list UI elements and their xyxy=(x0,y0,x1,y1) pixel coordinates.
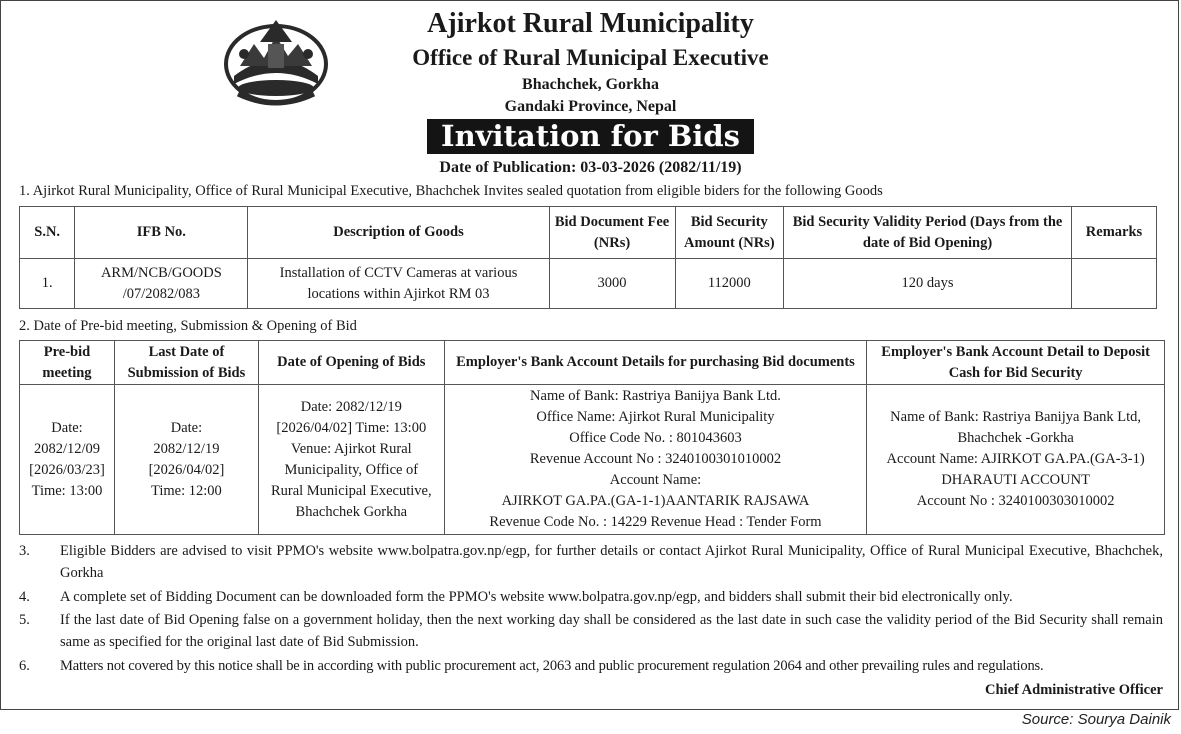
header-opening: Date of Opening of Bids xyxy=(258,341,444,385)
header-sn: S.N. xyxy=(20,207,75,259)
office-name: Office of Rural Municipal Executive xyxy=(412,45,769,70)
municipality-name: Ajirkot Rural Municipality xyxy=(427,8,754,39)
header-purchase-account: Employer's Bank Account Details for purchasing Bid documents xyxy=(444,341,867,385)
cell-fee: 3000 xyxy=(549,259,675,309)
cell-submission: Date: 2082/12/19 [2026/04/02] Time: 12:00 xyxy=(114,385,258,535)
note-6: 6. Matters not covered by this notice shall be in according with public procurement act, 2063 and public procurement regulation 2064 and other prevailing rules and regulations. xyxy=(19,658,1044,674)
cell-prebid: Date: 2082/12/09 [2026/03/23] Time: 13:00 xyxy=(20,385,115,535)
cell-sn: 1. xyxy=(20,259,75,309)
cell-validity: 120 days xyxy=(784,259,1072,309)
schedule-table xyxy=(19,340,1165,535)
goods-table xyxy=(19,206,1157,309)
publication-date: Date of Publication: 03-03-2026 (2082/11/19) xyxy=(439,159,742,176)
header-security: Bid Security Amount (NRs) xyxy=(675,207,784,259)
cell-opening: Date: 2082/12/19 [2026/04/02] Time: 13:00 Venue: Ajirkot Rural Municipality, Office of Rural Municipal Executive, Bhachchek Gorkha xyxy=(258,385,444,535)
cell-security: 112000 xyxy=(675,259,784,309)
table-row xyxy=(20,385,1165,535)
table-row xyxy=(20,259,1157,309)
signatory: Chief Administrative Officer xyxy=(985,682,1163,698)
section-1-intro: 1. Ajirkot Rural Municipality, Office of Rural Municipal Executive, Bhachchek Invites sealed quotation from eligible biders for the following Goods xyxy=(19,183,883,199)
cell-purchase-account: Name of Bank: Rastriya Banijya Bank Ltd. Office Name: Ajirkot Rural Municipality Office Code No. : 801043603 Revenue Account No : 3240100301010002 Account Name: AJIRKOT GA.PA.(GA-1-1)AANTARIK RAJSAWA Revenue Code No. : 14229 Revenue Head : Tender Form xyxy=(444,385,867,535)
cell-remarks xyxy=(1071,259,1156,309)
header-prebid: Pre-bid meeting xyxy=(20,341,115,385)
note-4: 4. A complete set of Bidding Document can be downloaded form the PPMO's website www.bolpatra.gov.np/egp, and bidders shall submit their bid electronically only. xyxy=(19,589,1013,605)
office-location: Bhachchek, Gorkha xyxy=(522,76,659,93)
cell-ifb: ARM/NCB/GOODS /07/2082/083 xyxy=(75,259,248,309)
header-submission: Last Date of Submission of Bids xyxy=(114,341,258,385)
header-description: Description of Goods xyxy=(248,207,549,259)
note-5: 5. If the last date of Bid Opening false on a government holiday, then the next working day shall be considered as the last date in such case the validity period of the Bid Security shall remain same as specified for the original last date of Bid Submission. xyxy=(19,612,1163,650)
note-3: 3. Eligible Bidders are advised to visit PPMO's website www.bolpatra.gov.np/egp, for further details or contact Ajirkot Rural Municipality, Office of Rural Municipal Executive, Bhachchek, Gorkha xyxy=(19,543,1163,581)
cell-security-account: Name of Bank: Rastriya Banijya Bank Ltd, Bhachchek -Gorkha Account Name: AJIRKOT GA.PA.(GA-3-1) DHARAUTI ACCOUNT Account No : 3240100303010002 xyxy=(867,385,1165,535)
header-remarks: Remarks xyxy=(1071,207,1156,259)
cell-description: Installation of CCTV Cameras at various locations within Ajirkot RM 03 xyxy=(248,259,549,309)
notice-title: Invitation for Bids xyxy=(427,119,754,154)
header-fee: Bid Document Fee (NRs) xyxy=(549,207,675,259)
section-2-intro: 2. Date of Pre-bid meeting, Submission & Opening of Bid xyxy=(19,318,357,334)
header-security-account: Employer's Bank Account Detail to Deposit Cash for Bid Security xyxy=(867,341,1165,385)
source-credit: Source: Sourya Dainik xyxy=(1021,711,1171,728)
header-validity: Bid Security Validity Period (Days from the date of Bid Opening) xyxy=(784,207,1072,259)
office-province: Gandaki Province, Nepal xyxy=(504,98,677,115)
header-ifb: IFB No. xyxy=(75,207,248,259)
